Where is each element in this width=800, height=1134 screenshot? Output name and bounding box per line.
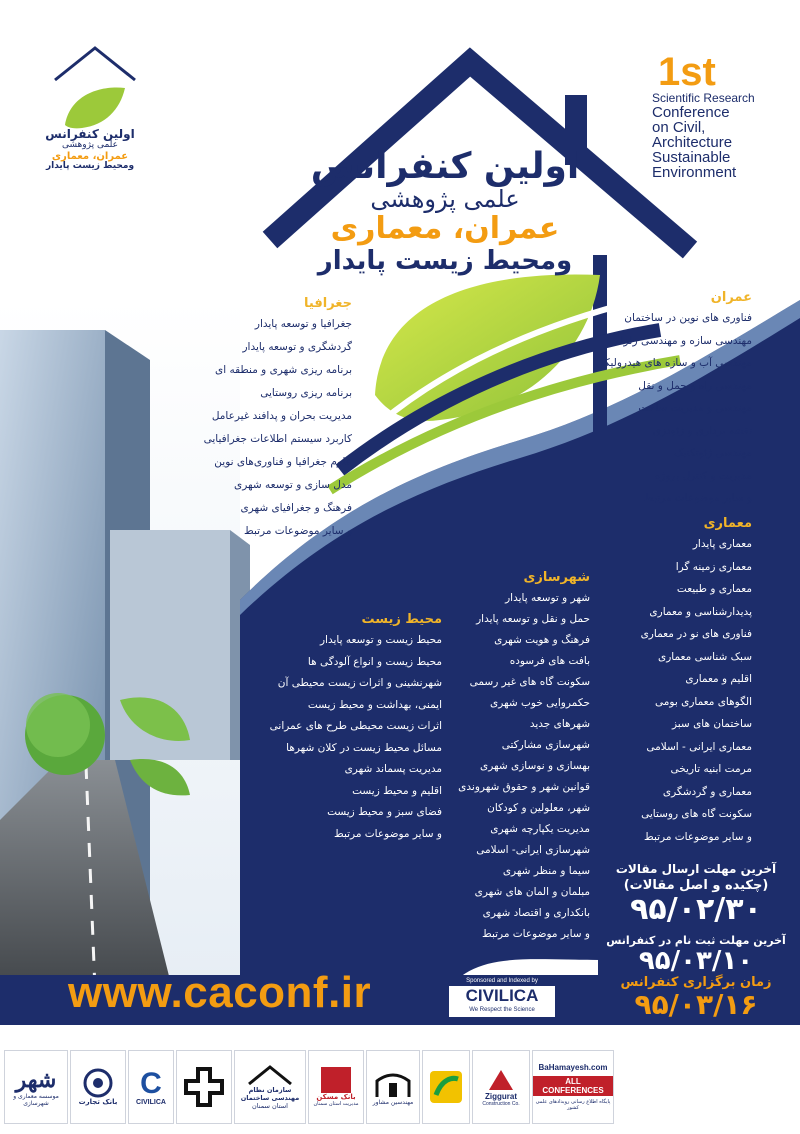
architecture-section (620, 516, 752, 842)
urbanism-item: مدیریت یکپارچه شهری (490, 823, 590, 835)
urbanism-item: شهر، معلولین و کودکان (487, 802, 590, 814)
sponsor-logo-consultant: مهندسین مشاور (366, 1050, 420, 1124)
architecture-item: فناوری های نو در معماری (640, 628, 752, 640)
urbanism-item: شهر و توسعه پایدار (505, 592, 590, 604)
urbanism-item: حمل و نقل و توسعه پایدار (476, 613, 590, 625)
geography-item: فرهنگ و جغرافیای شهری (240, 502, 352, 514)
arch-icon (373, 1069, 413, 1099)
environment-item: و سایر موضوعات مرتبط (333, 827, 442, 840)
maskan-icon (321, 1067, 351, 1093)
environment-item: ایمنی، بهداشت و محیط زیست (307, 698, 442, 711)
english-title-line-6: Environment (652, 163, 737, 181)
civilica-slogan: We Respect the Science (469, 1007, 535, 1013)
title-line-2: علمی پژوهشی (370, 184, 520, 213)
architecture-item: سکونت گاه های روستایی (641, 808, 752, 820)
logo-line-3: عمران، معماری (51, 151, 129, 163)
architecture-item: معماری و طبیعت (676, 583, 752, 595)
civil-section (595, 290, 752, 504)
urbanism-item: شهرسازی مشارکتی (501, 739, 590, 751)
civil-item: مدیریت و کنترل پروژه (654, 469, 752, 482)
urbanism-item: فرهنگ و هویت شهری (494, 634, 590, 646)
civilica-top: Sponsored and Indexed by (449, 977, 555, 986)
civilica-name: CIVILICA (465, 986, 539, 1005)
civilica-c-icon: C (140, 1066, 162, 1100)
environment-section (270, 612, 442, 839)
sponsor-logo-bahamayesh: BaHamayesh.com ALL CONFERENCES پایگاه اطلاع رسانی رویدادهای علمی کشور (532, 1050, 614, 1124)
conference-label: زمان برگزاری کنفرانس (620, 975, 772, 991)
geography-section (203, 296, 352, 537)
civilica-badge (447, 975, 557, 1019)
urbanism-item: سکونت گاه های غیر رسمی (469, 676, 590, 688)
architecture-item: معماری ایرانی - اسلامی (646, 740, 752, 753)
sponsor-logo-nezam: سازمان نظام مهندسی ساختمان استان سمنان (234, 1050, 306, 1124)
sponsor-logo-civilica: C CIVILICA (128, 1050, 174, 1124)
english-title-line-2: Conference (652, 103, 730, 121)
urbanism-item: شهرسازی ایرانی- اسلامی (476, 844, 590, 856)
urbanism-item: و سایر موضوعات مرتبط (481, 928, 590, 940)
geography-item: علوم جغرافیا و فناوری‌های نوین (214, 456, 352, 468)
geography-item: جغرافیا و توسعه پایدار (254, 318, 352, 330)
urbanism-item: بافت های فرسوده (509, 655, 590, 667)
ordinal-text: 1st (658, 50, 716, 94)
environment-item: اثرات زیست محیطی طرح های عمرانی (269, 720, 442, 732)
civil-item: مهندسی ژئوتکنیک (674, 447, 752, 459)
english-title-line-1: Scientific Research (652, 91, 755, 105)
sponsor-logo-tejarat: بانک تجارت (70, 1050, 126, 1124)
environment-item: محیط زیست و توسعه پایدار (319, 634, 442, 646)
urbanism-section (450, 570, 590, 940)
ziggurat-icon (487, 1068, 515, 1092)
civil-item: فناوری های نوین در ساختمان (624, 312, 752, 324)
urbanism-item: بانکداری و اقتصاد شهری (482, 907, 590, 919)
geography-item: برنامه ریزی شهری و منطقه ای (215, 364, 352, 376)
architecture-item: مرمت ابنیه تاریخی (670, 763, 752, 775)
architecture-heading: معماری (703, 516, 752, 531)
submission-sub: (چکیده و اصل مقالات) (623, 878, 769, 893)
urbanism-item: سیما و منظر شهری (502, 865, 590, 877)
geography-item: کاربرد سیستم اطلاعات جغرافیایی (203, 433, 352, 445)
geography-item: گردشگری و توسعه پایدار (242, 341, 352, 353)
geography-heading: جغرافیا (304, 296, 352, 311)
urbanism-item: شهرهای جدید (529, 718, 590, 730)
english-title (652, 52, 792, 180)
environment-item: محیط زیست و انواع آلودگی ها (307, 655, 442, 668)
title-line-4: ومحیط زیست پایدار (317, 245, 573, 276)
civil-item: نقشه برداری و ژئودزی (652, 424, 752, 437)
sponsor-logo-shahr: شهر موسسه معماری و شهرسازی (4, 1050, 68, 1124)
logo-roof (55, 48, 135, 80)
logo-leaf (65, 87, 125, 128)
architecture-item: اقلیم و معماری (685, 673, 752, 685)
architecture-item: پدیدارشناسی و معماری (649, 605, 752, 618)
urbanism-item: بهسازی و نوسازی شهری (480, 760, 590, 772)
environment-heading: محیط زیست (361, 612, 442, 627)
architecture-item: معماری پایدار (692, 538, 752, 550)
deadlines-box (600, 862, 792, 1021)
bahamayesh-link[interactable]: BaHamayesh.com (538, 1063, 608, 1072)
title-line-1: اولین کنفرانس (310, 146, 580, 187)
architecture-item: سبک شناسی معماری (657, 650, 752, 663)
environment-item: اقلیم و محیط زیست (352, 784, 442, 797)
civil-heading: عمران (710, 290, 752, 305)
submission-date: ۹۵/۰۲/۳۰ (630, 892, 762, 927)
civil-item: مهندسی سازه و مهندسی زلزله (614, 334, 752, 347)
conference-logo (40, 128, 140, 172)
submission-label: آخرین مهلت ارسال مقالات (615, 862, 777, 876)
geography-item: برنامه ریزی روستایی (260, 387, 352, 399)
sponsor-logo-maskan: بانک مسکن مدیریت استان سمنان (308, 1050, 364, 1124)
english-title-line-3: on Civil, (652, 118, 706, 136)
logo-line-2: علمی پژوهشی (61, 140, 118, 151)
civil-item: مهندسی و مدیریت ساخت (638, 402, 752, 414)
civil-item: مهندسی آب و سازه های هیدرولیکی (595, 357, 752, 369)
sponsor-logo-ziggurat: Ziggurat Construction Co. (472, 1050, 530, 1124)
english-title-line-4: Architecture (652, 133, 733, 151)
sponsor-logo-knot (176, 1050, 232, 1124)
urbanism-item: حکمروایی خوب شهری (490, 697, 590, 709)
geography-item: مدیریت بحران و پدافند غیرعامل (211, 410, 352, 422)
building-icon (247, 1064, 293, 1086)
registration-date: ۹۵/۰۳/۱۰ (638, 945, 754, 976)
geography-item: و سایر موضوعات مرتبط (243, 525, 352, 537)
logo-line-1: اولین کنفرانس (45, 127, 135, 141)
sponsor-logo-colorful (422, 1050, 470, 1124)
main-title (300, 148, 590, 275)
registration-label: آخرین مهلت ثبت نام در کنفرانس (606, 933, 786, 947)
environment-item: مدیریت پسماند شهری (344, 763, 442, 775)
logo-line-4: ومحیط زیست پایدار (45, 161, 135, 172)
civil-item: و سایر موضوعات مرتبط (643, 492, 752, 504)
architecture-item: ساختمان های سبز (671, 718, 752, 730)
conference-date: ۹۵/۰۳/۱۶ (634, 988, 758, 1022)
website-url[interactable]: www.caconf.ir (68, 968, 372, 1017)
title-line-3: عمران، معماری (330, 211, 560, 247)
english-title-line-5: Sustainable (652, 148, 731, 166)
architecture-item: الگوهای معماری بومی (655, 695, 752, 708)
architecture-item: معماری و گردشگری (662, 785, 752, 798)
environment-item: فضای سبز و محیط زیست (327, 806, 442, 818)
architecture-item: معماری زمینه گرا (675, 560, 752, 573)
civil-item: مهندسی راه و حمل و نقل (638, 379, 752, 392)
bank-icon (83, 1068, 113, 1098)
urbanism-heading: شهرسازی (523, 570, 590, 585)
urbanism-item: مبلمان و المان های شهری (474, 886, 590, 898)
geography-item: مدل سازی و توسعه شهری (234, 479, 352, 491)
urbanism-item: قوانین شهر و حقوق شهروندی (458, 781, 590, 793)
environment-item: مسائل محیط زیست در کلان شهرها (286, 741, 442, 754)
environment-item: شهرنشینی و اثرات زیست محیطی آن (277, 677, 442, 689)
colorful-logo-icon (428, 1069, 464, 1105)
architecture-item: و سایر موضوعات مرتبط (643, 830, 752, 843)
knot-icon (182, 1065, 226, 1109)
